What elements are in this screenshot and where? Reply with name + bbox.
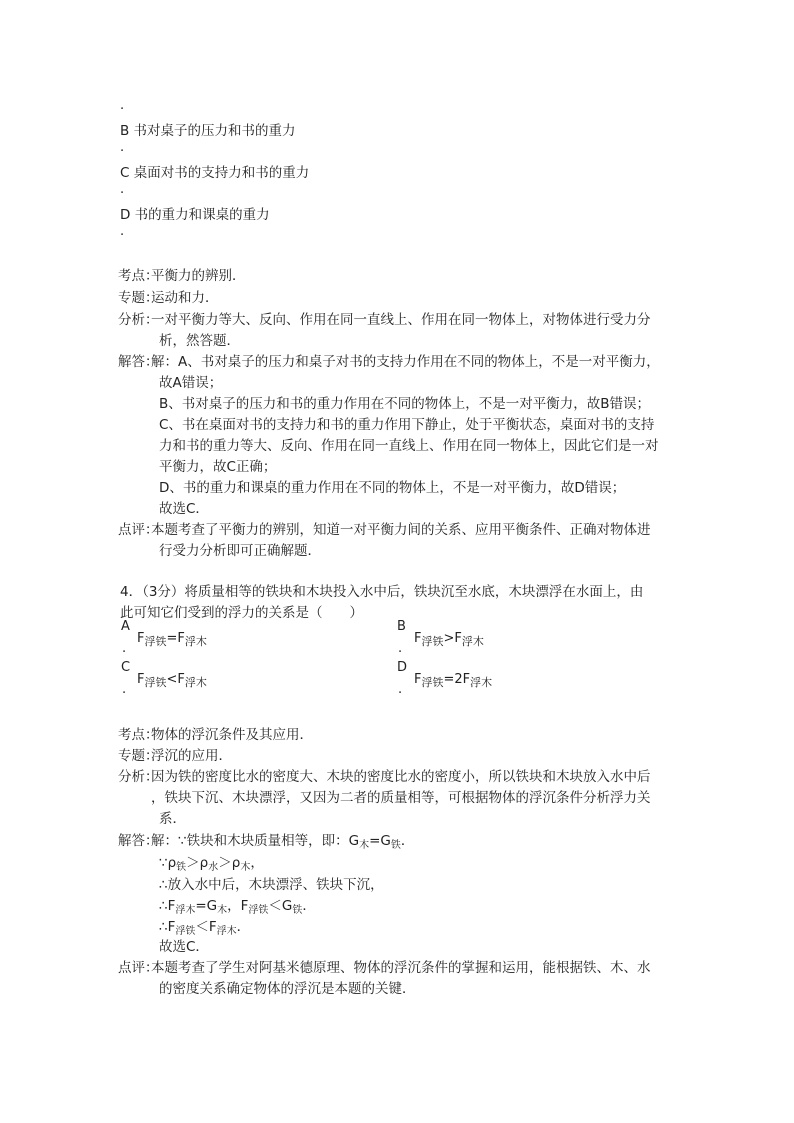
q4-kaodian: 物体的浮沉条件及其应用． xyxy=(151,727,313,743)
force-symbol: F xyxy=(137,631,145,646)
choice-b-formula xyxy=(414,630,484,646)
text: ＞ρ xyxy=(218,855,241,871)
q3-jieda-line7: D、书的重力和课桌的重力作用在不同的物体上，不是一对平衡力，故D错误； xyxy=(159,480,626,496)
text: ， xyxy=(250,855,264,871)
relation-operator: = xyxy=(166,631,178,646)
force-subscript: 浮铁 xyxy=(421,676,444,689)
option-d: D 书的重力和课桌的重力 xyxy=(120,207,270,223)
q4-stem-line1: 4．（3分）将质量相等的铁块和木块投入水中后，铁块沉至水底，木块漂浮在水面上，由 xyxy=(120,584,644,600)
choice-b-dot: . xyxy=(398,641,403,656)
q4-fenxi-line2: ，铁块下沉、木块漂浮，又因为二者的质量相等，可根据物体的浮沉条件分析浮力关 xyxy=(151,790,651,806)
subscript: 木 xyxy=(359,840,370,851)
force-symbol: F xyxy=(137,672,145,687)
subscript: 浮木 xyxy=(175,905,196,916)
force-subscript: 浮铁 xyxy=(144,635,167,648)
force-subscript: 浮木 xyxy=(184,676,207,689)
choice-d-formula xyxy=(414,671,492,687)
text: ． xyxy=(302,898,316,914)
choice-c-dot: . xyxy=(122,682,127,697)
relation-operator: > xyxy=(443,631,455,646)
q3-jieda-line8: 故选C． xyxy=(159,501,209,517)
q4-zhuanti-label: 专题： xyxy=(118,748,159,764)
q3-kaodian: 平衡力的辨别． xyxy=(151,268,246,284)
q4-zhuanti: 浮沉的应用． xyxy=(151,748,232,764)
choice-c-letter: C xyxy=(121,660,131,675)
force-symbol: F xyxy=(414,672,422,687)
q4-jieda-line3: ∴放入水中后，木块漂浮、铁块下沉， xyxy=(159,877,384,893)
q3-jieda-line4: C、书在桌面对书的支持力和书的重力作用下静止，处于平衡状态，桌面对书的支持 xyxy=(159,417,655,433)
subscript: 浮木 xyxy=(216,926,237,937)
text: =G xyxy=(195,898,218,914)
q4-fenxi-label: 分析： xyxy=(118,769,159,785)
force-subscript: 浮铁 xyxy=(421,635,444,648)
q3-jieda-line2: 故A错误； xyxy=(159,375,223,391)
q3-dianping-line1: 本题考查了平衡力的辨别，知道一对平衡力间的关系、应用平衡条件、正确对物体进 xyxy=(151,522,651,538)
choice-b-letter: B xyxy=(397,619,406,634)
q3-dianping-line2: 行受力分析即可正确解题． xyxy=(159,543,321,559)
text: 解：∵铁块和木块质量相等，即：G xyxy=(151,833,360,849)
text: =G xyxy=(369,833,391,849)
text: ＜F xyxy=(195,919,217,935)
text: ，F xyxy=(227,898,249,914)
q3-jieda-line1: 解：A、书对桌子的压力和桌子对书的支持力作用在不同的物体上，不是一对平衡力， xyxy=(151,354,660,370)
force-symbol: F xyxy=(462,672,471,687)
option-c: C 桌面对书的支持力和书的重力 xyxy=(120,165,310,181)
choice-c-formula xyxy=(137,671,207,687)
q3-fenxi-line1: 一对平衡力等大、反向、作用在同一直线上、作用在同一物体上，对物体进行受力分 xyxy=(151,312,651,328)
q4-jieda-line1 xyxy=(151,829,414,849)
force-subscript: 浮木 xyxy=(470,676,493,689)
text: ＜G xyxy=(268,898,293,914)
option-d-dot: . xyxy=(120,224,125,239)
choice-a-dot: . xyxy=(122,641,127,656)
relation-operator: < xyxy=(166,672,178,687)
q3-kaodian-label: 考点： xyxy=(118,268,159,284)
subscript: 水 xyxy=(208,862,219,873)
choice-a-letter: A xyxy=(121,619,130,634)
q3-jieda-line6: 平衡力，故C正确； xyxy=(159,459,277,475)
q4-jieda-line6: 故选C． xyxy=(159,939,209,955)
q3-jieda-line5: 力和书的重力等大、反向、作用在同一直线上、作用在同一物体上，因此它们是一对 xyxy=(159,438,659,454)
q4-dianping-line2: 的密度关系确定物体的浮沉是本题的关键． xyxy=(159,981,416,997)
q3-jieda-line3: B、书对桌子的压力和书的重力作用在不同的物体上，不是一对平衡力，故B错误； xyxy=(159,396,651,412)
subscript: 铁 xyxy=(176,862,187,873)
text: ∵ρ xyxy=(159,855,177,871)
q3-zhuanti: 运动和力． xyxy=(151,290,219,306)
q4-jieda-label: 解答： xyxy=(118,833,159,849)
force-symbol: F xyxy=(414,631,422,646)
q3-jieda-label: 解答： xyxy=(118,354,159,370)
force-subscript: 浮铁 xyxy=(144,676,167,689)
text: ∴F xyxy=(159,898,176,914)
q4-jieda-line5 xyxy=(159,915,250,935)
text: ． xyxy=(400,833,415,849)
relation-operator: =2 xyxy=(443,672,463,687)
q4-stem-line2: 此可知它们受到的浮力的关系是（ ） xyxy=(120,605,363,621)
force-symbol: F xyxy=(177,672,185,687)
q4-fenxi-line1: 因为铁的密度比水的密度大、木块的密度比水的密度小，所以铁块和木块放入水中后 xyxy=(151,769,651,785)
subscript: 浮铁 xyxy=(175,926,196,937)
text: ∴F xyxy=(159,919,176,935)
option-b: B 书对桌子的压力和书的重力 xyxy=(120,123,296,139)
q4-kaodian-label: 考点： xyxy=(118,727,159,743)
force-symbol: F xyxy=(177,631,185,646)
choice-d-dot: . xyxy=(398,682,403,697)
q3-fenxi-line2: 析，然答题． xyxy=(159,333,240,349)
q3-dianping-label: 点评： xyxy=(118,522,159,538)
force-subscript: 浮木 xyxy=(184,635,207,648)
force-symbol: F xyxy=(454,631,462,646)
subscript: 铁 xyxy=(292,905,303,916)
option-c-dot: . xyxy=(120,182,125,197)
subscript: 木 xyxy=(217,905,228,916)
q4-jieda-line4 xyxy=(159,894,316,914)
text: ． xyxy=(236,919,251,935)
option-b-dot: . xyxy=(120,140,125,155)
q3-fenxi-label: 分析： xyxy=(118,312,159,328)
q4-dianping-label: 点评： xyxy=(118,960,159,976)
q4-fenxi-line3: 系． xyxy=(159,811,186,827)
subscript: 铁 xyxy=(390,840,401,851)
option-a-dot: . xyxy=(120,98,125,113)
subscript: 浮铁 xyxy=(248,905,269,916)
choice-a-formula xyxy=(137,630,207,646)
q4-dianping-line1: 本题考查了学生对阿基米德原理、物体的浮沉条件的掌握和运用，能根据铁、木、水 xyxy=(151,960,651,976)
force-subscript: 浮木 xyxy=(461,635,484,648)
choice-d-letter: D xyxy=(397,660,408,675)
q4-jieda-line2 xyxy=(159,851,264,871)
text: ＞ρ xyxy=(186,855,209,871)
q3-zhuanti-label: 专题： xyxy=(118,290,159,306)
subscript: 木 xyxy=(240,862,251,873)
